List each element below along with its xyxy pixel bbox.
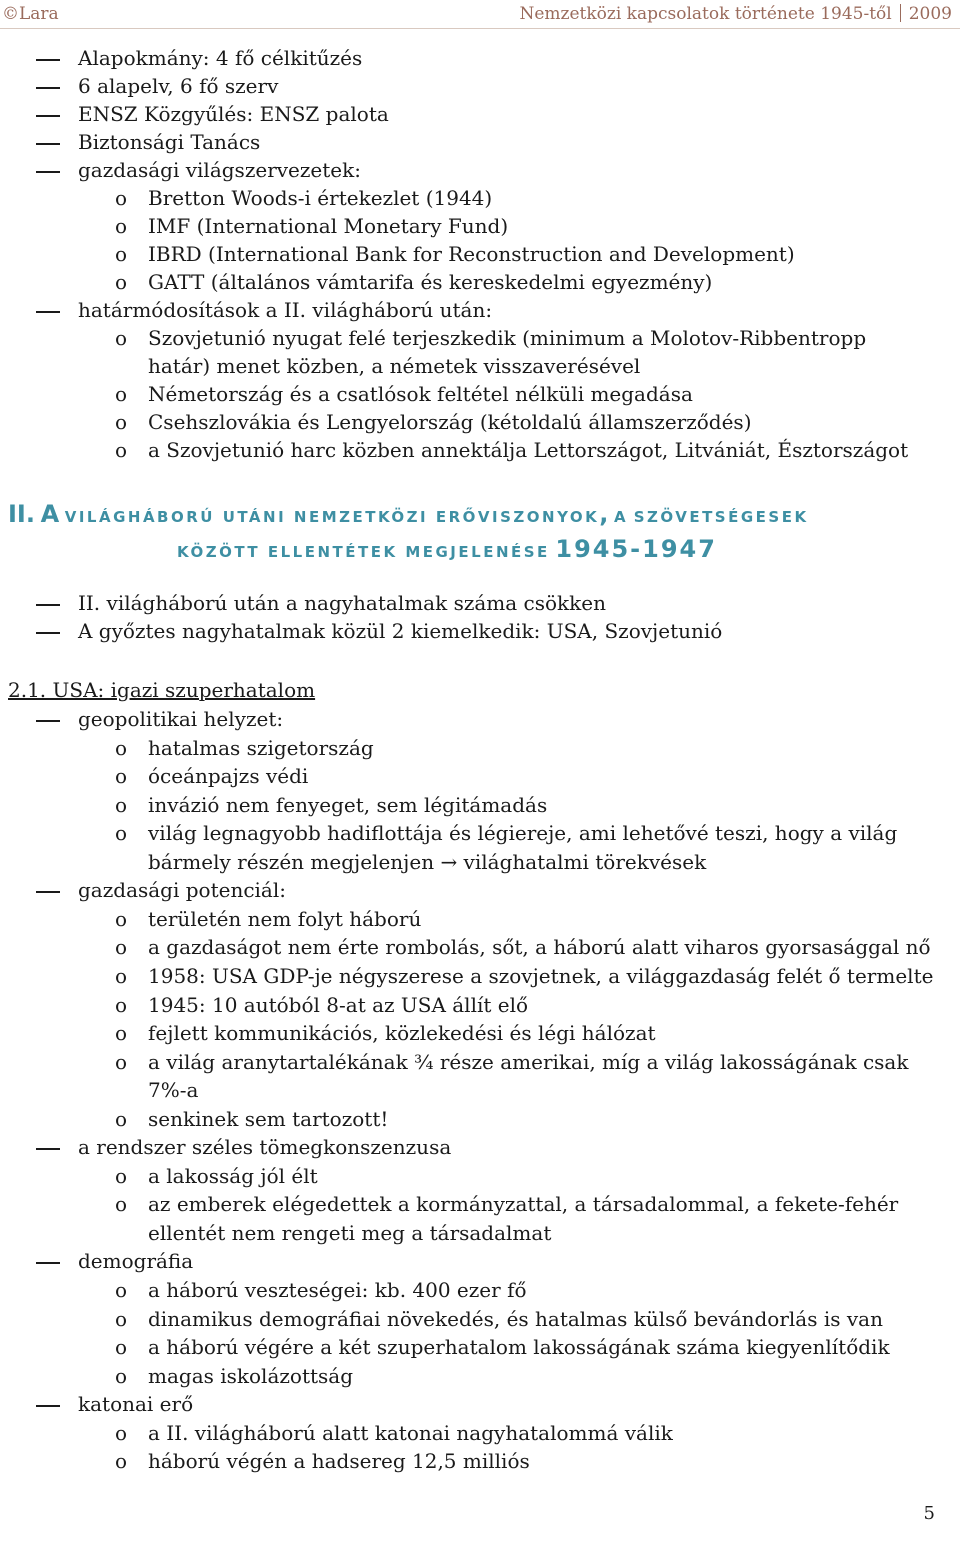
list-item: 1945: 10 autóból 8-at az USA állít elő [148, 992, 529, 1017]
circle-bullet: o [115, 242, 128, 266]
list-item: gazdasági potenciál: [78, 878, 286, 903]
list-item: hatalmas szigetország [148, 735, 374, 760]
dash-bullet [36, 720, 60, 722]
list-item: a Szovjetunió harc közben annektálja Lettországot, Litvániát, Észtországot [148, 438, 909, 462]
circle-bullet: o [115, 1363, 128, 1388]
circle-bullet: o [115, 1021, 128, 1046]
circle-bullet: o [115, 410, 128, 434]
list-item: területén nem folyt háború [148, 906, 422, 931]
section-roman: II. [8, 500, 35, 528]
subsection-heading: 2.1. USA: igazi szuperhatalom [8, 678, 316, 702]
section-comma: , [599, 500, 609, 528]
section-title-line-2 [177, 535, 717, 563]
dash-bullet [36, 59, 60, 61]
section-title-end: SZÖVETSÉGESEK [633, 508, 809, 526]
circle-bullet: o [115, 326, 128, 350]
header-year: 2009 [908, 4, 952, 24]
section-years: 1945-1947 [555, 535, 717, 563]
list-item: határ) menet közben, a németek visszaverésével [148, 354, 641, 378]
circle-bullet: o [115, 1306, 128, 1331]
copyright-label: ©Lara [2, 4, 59, 24]
circle-bullet: o [115, 1049, 128, 1074]
dash-bullet [36, 891, 60, 893]
list-item: gazdasági világszervezetek: [78, 158, 361, 182]
page-header [0, 2, 960, 29]
list-item: a háború végére a két szuperhatalom lakosságának száma kiegyenlítődik [148, 1335, 890, 1360]
list-item: IBRD (International Bank for Reconstruction and Development) [148, 242, 795, 266]
list-item: IMF (International Monetary Fund) [148, 214, 509, 238]
list-item: Alapokmány: 4 fő célkitűzés [78, 46, 363, 70]
circle-bullet: o [115, 438, 128, 462]
dash-bullet [36, 632, 60, 634]
list-item: fejlett kommunikációs, közlekedési és légi hálózat [148, 1021, 656, 1046]
circle-bullet: o [115, 821, 128, 846]
dash-bullet [36, 311, 60, 313]
list-item: a II. világháború alatt katonai nagyhatalommá válik [148, 1420, 673, 1445]
dash-bullet [36, 171, 60, 173]
list-item: Csehszlovákia és Lengyelország (kétoldalú államszerződés) [148, 410, 752, 434]
list-item: a gazdaságot nem érte rombolás, sőt, a háború alatt viharos gyorsasággal nő [148, 935, 931, 960]
circle-bullet: o [115, 270, 128, 294]
dash-bullet [36, 604, 60, 606]
list-item: ENSZ Közgyűlés: ENSZ palota [78, 102, 389, 126]
header-separator [900, 4, 901, 22]
list-item: bármely részén megjelenjen → világhatalmi törekvések [148, 849, 707, 874]
list-item: II. világháború után a nagyhatalmak száma csökken [78, 591, 607, 615]
list-item: demográfia [78, 1249, 194, 1274]
dash-bullet [36, 1148, 60, 1150]
list-item: a lakosság jól élt [148, 1163, 318, 1188]
list-item: geopolitikai helyzet: [78, 707, 284, 731]
dash-bullet [36, 87, 60, 89]
list-item: senkinek sem tartozott! [148, 1106, 389, 1131]
circle-bullet: o [115, 1106, 128, 1131]
circle-bullet: o [115, 935, 128, 960]
circle-bullet: o [115, 764, 128, 789]
list-item: az emberek elégedettek a kormányzattal, a társadalommal, a fekete-fehér [148, 1192, 899, 1217]
dash-bullet [36, 115, 60, 117]
dash-bullet [36, 1405, 60, 1407]
list-item: Németország és a csatlósok feltétel nélküli megadása [148, 382, 693, 406]
dash-bullet [36, 1262, 60, 1264]
list-item: a világ aranytartalékának ¾ része amerikai, míg a világ lakosságának csak [148, 1049, 909, 1074]
list-item: a rendszer széles tömegkonszenzusa [78, 1135, 452, 1160]
list-item: Biztonsági Tanács [78, 130, 261, 154]
circle-bullet: o [115, 1163, 128, 1188]
page-number: 5 [923, 1503, 935, 1524]
list-item: 6 alapelv, 6 fő szerv [78, 74, 279, 98]
circle-bullet: o [115, 1420, 128, 1445]
circle-bullet: o [115, 186, 128, 210]
circle-bullet: o [115, 906, 128, 931]
list-item: invázió nem fenyeget, sem légitámadás [148, 792, 548, 817]
section-initial: A [40, 500, 60, 528]
circle-bullet: o [115, 1335, 128, 1360]
circle-bullet: o [115, 792, 128, 817]
circle-bullet: o [115, 963, 128, 988]
list-item: Bretton Woods-i értekezlet (1944) [148, 186, 493, 210]
list-item: dinamikus demográfiai növekedés, és hatalmas külső bevándorlás is van [148, 1306, 883, 1331]
circle-bullet: o [115, 214, 128, 238]
header-title-text: Nemzetközi kapcsolatok története 1945-től [519, 4, 892, 24]
section-title-a2: A [614, 508, 629, 526]
circle-bullet: o [115, 382, 128, 406]
list-item: Szovjetunió nyugat felé terjeszkedik (minimum a Molotov-Ribbentropp [148, 326, 867, 350]
circle-bullet: o [115, 1449, 128, 1474]
list-item: határmódosítások a II. világháború után: [78, 298, 493, 322]
list-item: magas iskolázottság [148, 1363, 354, 1388]
list-item: 1958: USA GDP-je négyszerese a szovjetnek, a világgazdaság felét ő termelte [148, 963, 934, 988]
section-title-line2-text: KÖZÖTT ELLENTÉTEK MEGJELENÉSE [177, 543, 550, 561]
list-item: 7%-a [148, 1078, 199, 1103]
circle-bullet: o [115, 1192, 128, 1217]
circle-bullet: o [115, 1278, 128, 1302]
list-item: GATT (általános vámtarifa és kereskedelmi egyezmény) [148, 270, 713, 294]
circle-bullet: o [115, 992, 128, 1017]
list-item: világ legnagyobb hadiflottája és légiereje, ami lehetővé teszi, hogy a világ [148, 821, 898, 846]
list-item: a háború veszteségei: kb. 400 ezer fő [148, 1278, 527, 1302]
header-title [519, 4, 952, 24]
list-item: háború végén a hadsereg 12,5 milliós [148, 1449, 530, 1474]
list-item: óceánpajzs védi [148, 764, 309, 789]
list-item: ellentét nem rengeti meg a társadalmat [148, 1220, 552, 1245]
list-item: A győztes nagyhatalmak közül 2 kiemelkedik: USA, Szovjetunió [78, 619, 723, 643]
circle-bullet: o [115, 735, 128, 760]
list-item: katonai erő [78, 1392, 194, 1417]
section-title-line-1 [8, 500, 809, 528]
dash-bullet [36, 143, 60, 145]
section-title-text: VILÁGHÁBORÚ UTÁNI NEMZETKÖZI ERŐVISZONYOK [64, 508, 600, 526]
